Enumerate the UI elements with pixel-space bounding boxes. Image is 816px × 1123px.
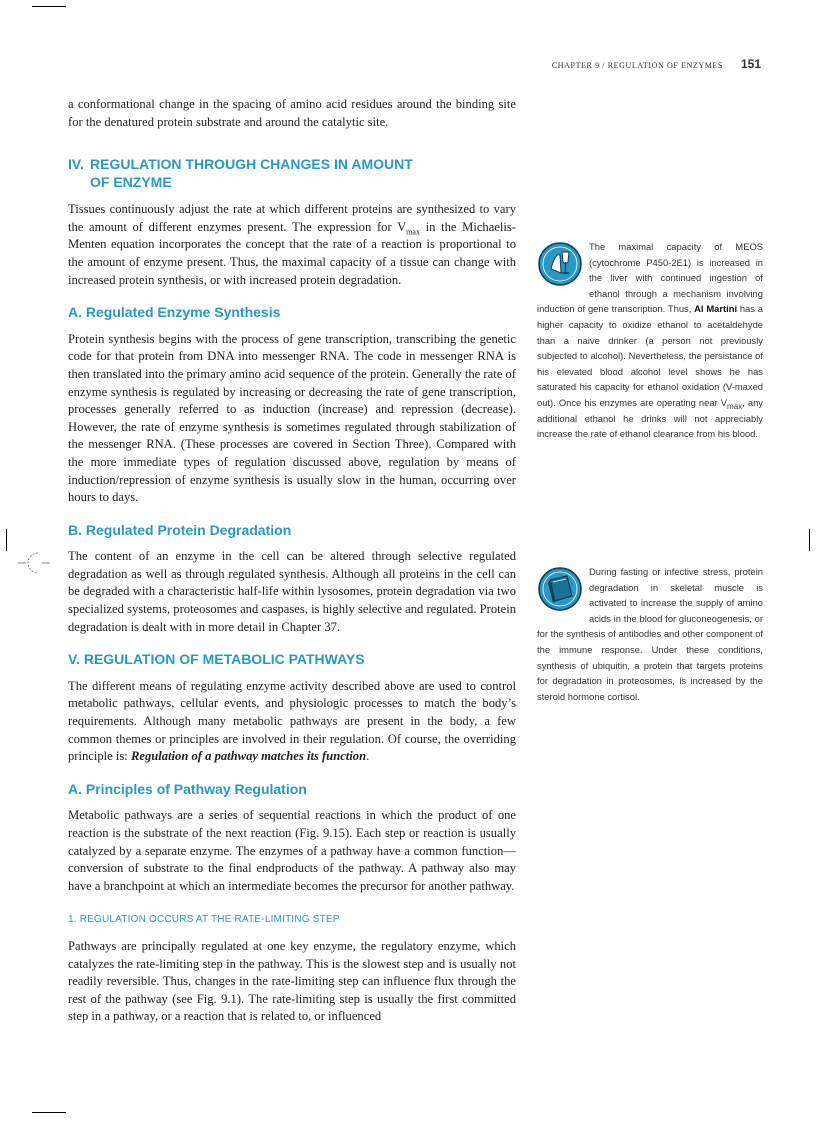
principles-paragraph: Metabolic pathways are a series of sequential reactions in which the product of one reaction is the substrate of the next reaction (Fig. 9.15). Each step or reaction is usually catalyzed by a separate enzyme. The enzymes of a pathway have a common function—conversion of substrate to the final endproducts of the pathway. A pathway also may have a branchpoint at which an intermediate becomes the precursor for another pathway.: [68, 808, 516, 893]
hole-punch-mark: [18, 549, 54, 577]
margin-note-al-martini: [537, 239, 763, 442]
crop-mark: [32, 1112, 66, 1113]
section-b-paragraph: The content of an enzyme in the cell can be altered through selective regulated degradation as well as through regulated synthesis. Although all proteins in the cell can be degraded with a characteristic half-life within lysosomes, protein degradation via two specialized systems, proteosomes and caspases, is highly selective and regulated. Protein degradation is dealt with in more detail in Chapter 37.: [68, 549, 517, 634]
section-v-end: .: [366, 749, 370, 764]
crop-mark: [32, 6, 66, 7]
section-iv-text-b: in the Michaelis-Menten equation incorporates the concept that the rate of a reaction is proportional to the amount of enzyme present. Thus, the maximal capacity of a tissue can change with increased protein synthesis, or with increased protein degradation.: [68, 219, 517, 287]
section-iv-title-line1: REGULATION THROUGH CHANGES IN AMOUNT: [90, 156, 413, 173]
section-v-emphasis: Regulation of a pathway matches its function: [130, 749, 367, 764]
vmax-subscript: max: [727, 401, 743, 411]
running-header: [552, 57, 761, 71]
section-v-paragraph: [68, 678, 516, 766]
section-v-text: The different means of regulating enzyme activity described above are used to control metabolic pathways, cellular events, and physiologic processes to match the body’s requirements. Although many metabolic pathways are present in the body, a few common themes or principles are involved in their regulation. Of course, the overriding principle is:: [68, 678, 516, 764]
margin-note-1-text-a: The maximal capacity of MEOS (cytochrome P450-2E1) is increased in the liver with continued ingestion of ethanol through a mechanism involving induction of gene transcription. Thus,: [537, 241, 763, 315]
section-iv-paragraph: [68, 201, 516, 289]
crop-mark: [809, 529, 810, 551]
principles-heading: A. Principles of Pathway Regulation: [68, 780, 307, 797]
margin-note-1-text-c: , any additional ethanol he drinks will not appreciably increase the rate of ethanol clearance from his blood.: [537, 396, 763, 440]
section-a-paragraph: Protein synthesis begins with the process of gene transcription, transcribing the genetic code for that protein from DNA into messenger RNA. The code in messenger RNA is then translated into the primary amino acid sequence of the protein. Generally the rate of enzyme synthesis is regulated by increasing or decreasing the rate of gene transcription, processes generally referred to as induction (increase) and repression (decrease). However, the rate of enzyme synthesis is sometimes regulated through stabilization of the messenger RNA. (These processes are covered in Section Three). Compared with the more immediate types of regulation discussed above, regulation by means of induction/repression of enzyme synthesis is usually slow in the human, occurring over hours to days.: [68, 331, 516, 505]
page-number: 151: [740, 57, 761, 71]
section-iv-heading: [68, 155, 516, 191]
main-column: [68, 96, 516, 1026]
section-iv-number: IV.: [68, 156, 84, 173]
vmax-subscript: max: [406, 227, 420, 237]
section-b-heading: B. Regulated Protein Degradation: [68, 521, 292, 538]
crop-mark: [6, 529, 7, 551]
subsection-1-heading: 1. REGULATION OCCURS AT THE RATE-LIMITING STEP: [68, 914, 340, 926]
margin-note-1-text-b: has a higher capacity to oxidize ethanol to acetaldehyde than a naive drinker (a person not previously subjected to alcohol). Nevertheless, the persistance of his elevated blood alcohol level shows he has saturated his capacity for ethanol oxidation (V-maxed out). Once his enzymes are operating near V: [537, 303, 763, 408]
section-v-heading: V. REGULATION OF METABOLIC PATHWAYS: [68, 651, 365, 668]
section-a-heading: A. Regulated Enzyme Synthesis: [68, 304, 281, 321]
subsection-1-paragraph: Pathways are principally regulated at one key enzyme, the regulatory enzyme, which catalyzes the rate-limiting step in the pathway. This is the slowest step and is usually not readily reversible. Thus, changes in the rate-limiting step can influence flux through the rest of the pathway (see Fig. 9.1). The rate-limiting step is usually the first committed step in a pathway, or a reaction that is related to, or influenced: [68, 938, 516, 1024]
patient-glass-icon: [537, 241, 583, 287]
book-icon: [537, 566, 583, 612]
margin-note-2-text: During fasting or infective stress, protein degradation in skeletal muscle is activated to increase the supply of amino acids in the blood for gluconeogenesis, or for the synthesis of antibodies and other component of the immune response. Under these conditions, synthesis of ubiquitin, a protein that targets proteins for degradation in proteosomes, is increased by the steroid hormone cortisol.: [537, 566, 763, 702]
section-iv-title-line2: OF ENZYME: [90, 174, 172, 191]
intro-paragraph: a conformational change in the spacing of amino acid residues around the binding site for the denatured protein substrate and around the catalytic site.: [68, 97, 516, 129]
chapter-title: CHAPTER 9 / REGULATION OF ENZYMES: [551, 61, 723, 70]
section-iv-text-a: Tissues continuously adjust the rate at which different proteins are synthesized to vary the amount of different enzymes present. The expression for V: [68, 202, 516, 234]
patient-name-al-martini: Al Martini: [694, 303, 738, 315]
margin-note-protein-degradation: [537, 564, 763, 704]
